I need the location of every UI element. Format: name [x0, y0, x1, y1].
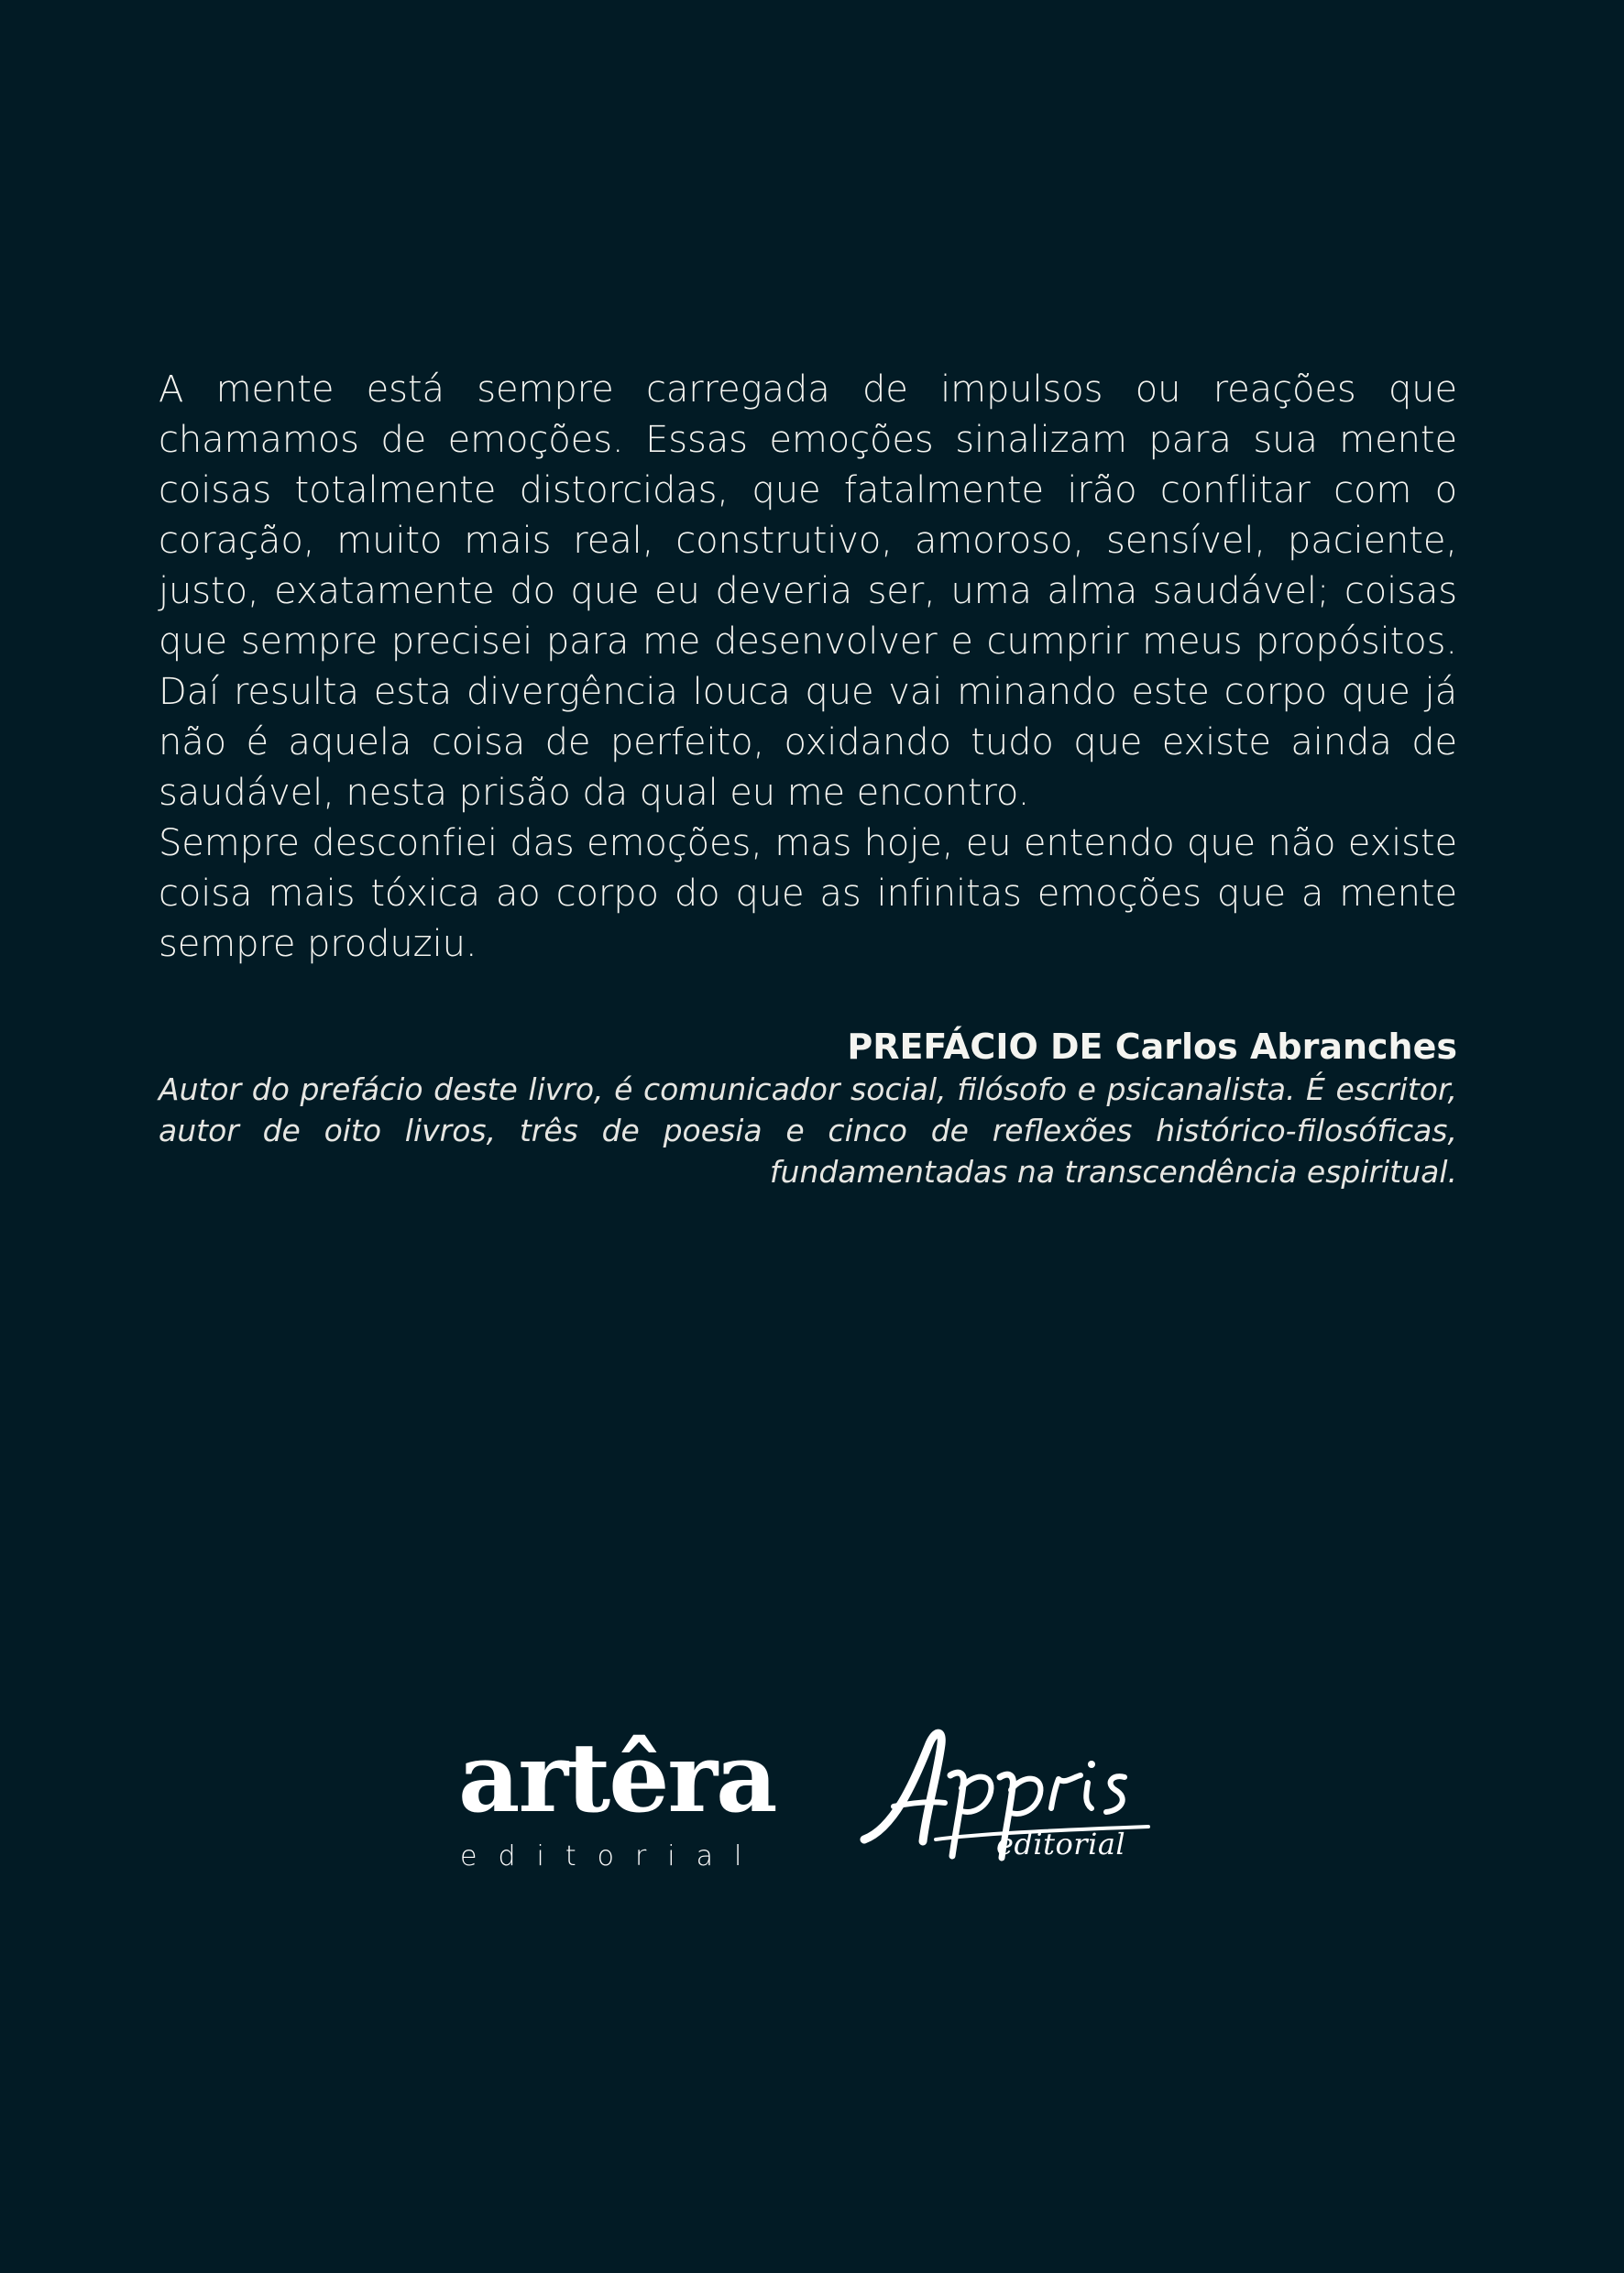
artera-logo-word: artêra — [458, 1721, 776, 1834]
artera-editorial-logo — [458, 1723, 788, 1879]
appris-editorial-logo — [857, 1718, 1159, 1888]
publisher-logos — [0, 1723, 1624, 1897]
preface-block — [159, 1025, 1457, 1192]
body-paragraph-2: Sempre desconfiei das emoções, mas hoje, eu entendo que não existe coisa mais tóxica ao corpo do que as infinitas emoções que a mente sempre produziu. — [159, 822, 1457, 965]
body-text — [159, 365, 1457, 970]
back-cover-content — [159, 365, 1457, 1192]
preface-title: PREFÁCIO DE Carlos Abranches — [847, 1027, 1457, 1067]
artera-logo-sub: editorial — [460, 1840, 763, 1872]
appris-logo-sub: editorial — [996, 1827, 1126, 1861]
preface-bio: Autor do prefácio deste livro, é comunicador social, filósofo e psicanalista. É escritor, autor de oito livros, três de poesia e cinco de reflexões histórico-filosóficas, fundamentadas na transcendência espiritual. — [159, 1071, 1457, 1190]
body-paragraph-1: A mente está sempre carregada de impulsos ou reações que chamamos de emoções. Essas emoções sinalizam para sua mente coisas totalmente distorcidas, que fatalmente irão conflitar com o coração, muito mais real, construtivo, amoroso, sensível, paciente, justo, exatamente do que eu deveria ser, uma alma saudável; coisas que sempre precisei para me desenvolver e cumprir meus propósitos. Daí resulta esta divergência louca que vai minando este corpo que já não é aquela coisa de perfeito, oxidando tudo que existe ainda de saudável, nesta prisão da qual eu me encontro. — [159, 368, 1457, 814]
